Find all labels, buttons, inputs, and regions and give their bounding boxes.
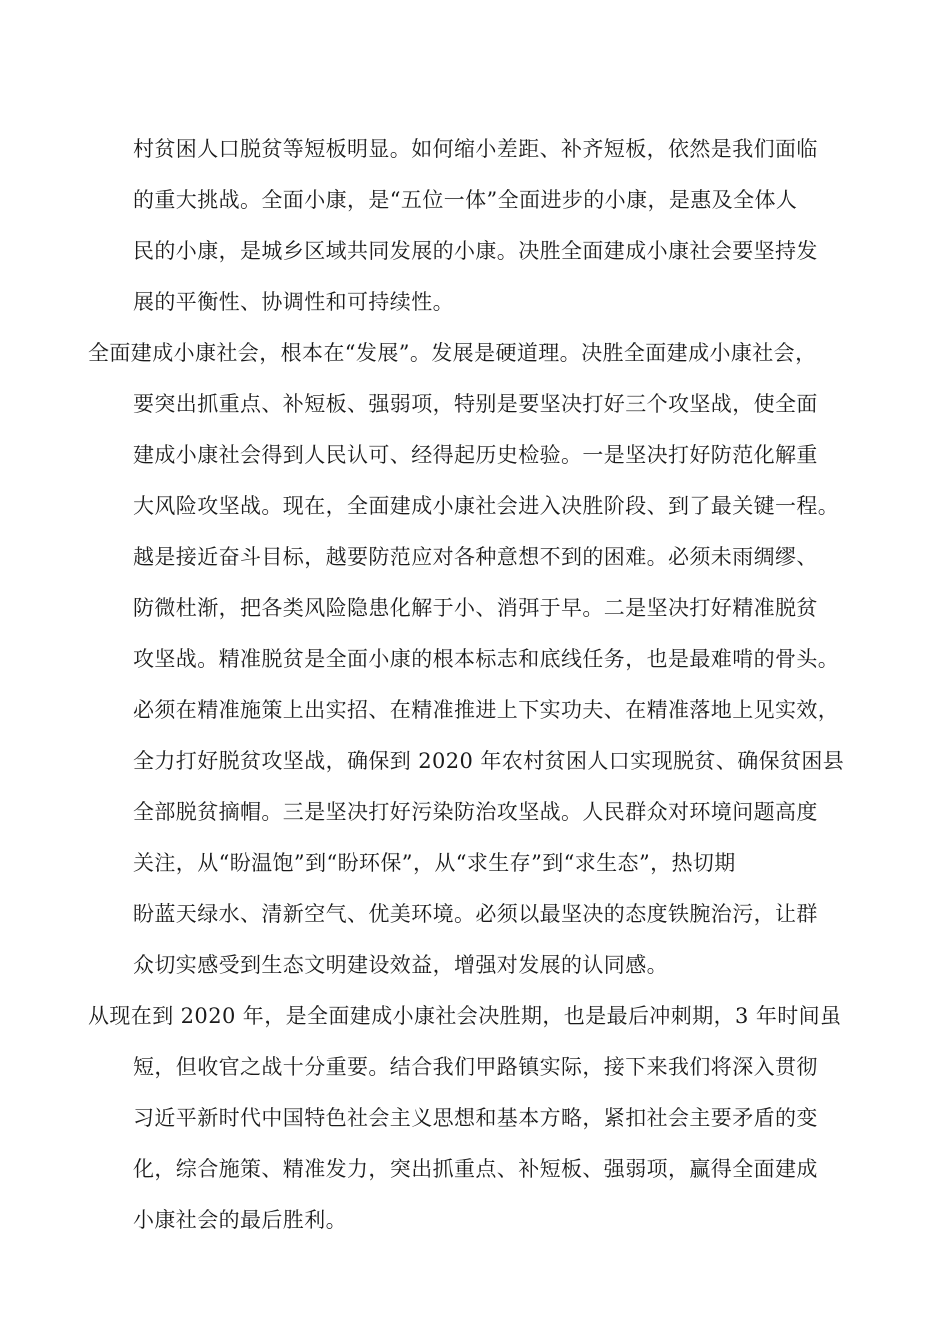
paragraph-line: 建成小康社会得到人民认可、经得起历史检验。一是坚决打好防范化解重: [133, 443, 818, 467]
paragraph-line: 盼蓝天绿水、清新空气、优美环境。必须以最坚决的态度铁腕治污，让群: [133, 902, 818, 926]
paragraph-line: 全面建成小康社会，根本在“发展”。发展是硬道理。决胜全面建成小康社会，: [88, 341, 817, 365]
paragraph-line: 攻坚战。精准脱贫是全面小康的根本标志和底线任务，也是最难啃的骨头。: [133, 647, 840, 671]
paragraph-line: 众切实感受到生态文明建设效益，增强对发展的认同感。: [133, 953, 668, 977]
paragraph-line: 全力打好脱贫攻坚战，确保到 2020 年农村贫困人口实现脱贫、确保贫困县: [133, 749, 845, 773]
paragraph-line: 化，综合施策、精准发力，突出抓重点、补短板、强弱项，赢得全面建成: [133, 1157, 818, 1181]
paragraph-line: 防微杜渐，把各类风险隐患化解于小、消弭于早。二是坚决打好精准脱贫: [133, 596, 818, 620]
paragraph-line: 展的平衡性、协调性和可持续性。: [133, 290, 454, 314]
paragraph-line: 的重大挑战。全面小康，是“五位一体”全面进步的小康，是惠及全体人: [133, 188, 798, 212]
paragraph-line: 从现在到 2020 年，是全面建成小康社会决胜期，也是最后冲刺期，3 年时间虽: [88, 1004, 842, 1028]
paragraph-line: 必须在精准施策上出实招、在精准推进上下实功夫、在精准落地上见实效，: [133, 698, 840, 722]
paragraph-line: 大风险攻坚战。现在，全面建成小康社会进入决胜阶段、到了最关键一程。: [133, 494, 840, 518]
paragraph-line: 村贫困人口脱贫等短板明显。如何缩小差距、补齐短板，依然是我们面临: [133, 137, 818, 161]
paragraph-line: 民的小康，是城乡区域共同发展的小康。决胜全面建成小康社会要坚持发: [133, 239, 818, 263]
paragraph-line: 全部脱贫摘帽。三是坚决打好污染防治攻坚战。人民群众对环境问题高度: [133, 800, 818, 824]
paragraph-line: 小康社会的最后胜利。: [133, 1208, 347, 1232]
paragraph-line: 短，但收官之战十分重要。结合我们甲路镇实际，接下来我们将深入贯彻: [133, 1055, 818, 1079]
paragraph-line: 要突出抓重点、补短板、强弱项，特别是要坚决打好三个攻坚战，使全面: [133, 392, 818, 416]
paragraph-line: 关注，从“盼温饱”到“盼环保”，从“求生存”到“求生态”，热切期: [133, 851, 736, 875]
paragraph-line: 越是接近奋斗目标，越要防范应对各种意想不到的困难。必须未雨绸缪、: [133, 545, 818, 569]
paragraph-line: 习近平新时代中国特色社会主义思想和基本方略，紧扣社会主要矛盾的变: [133, 1106, 818, 1130]
